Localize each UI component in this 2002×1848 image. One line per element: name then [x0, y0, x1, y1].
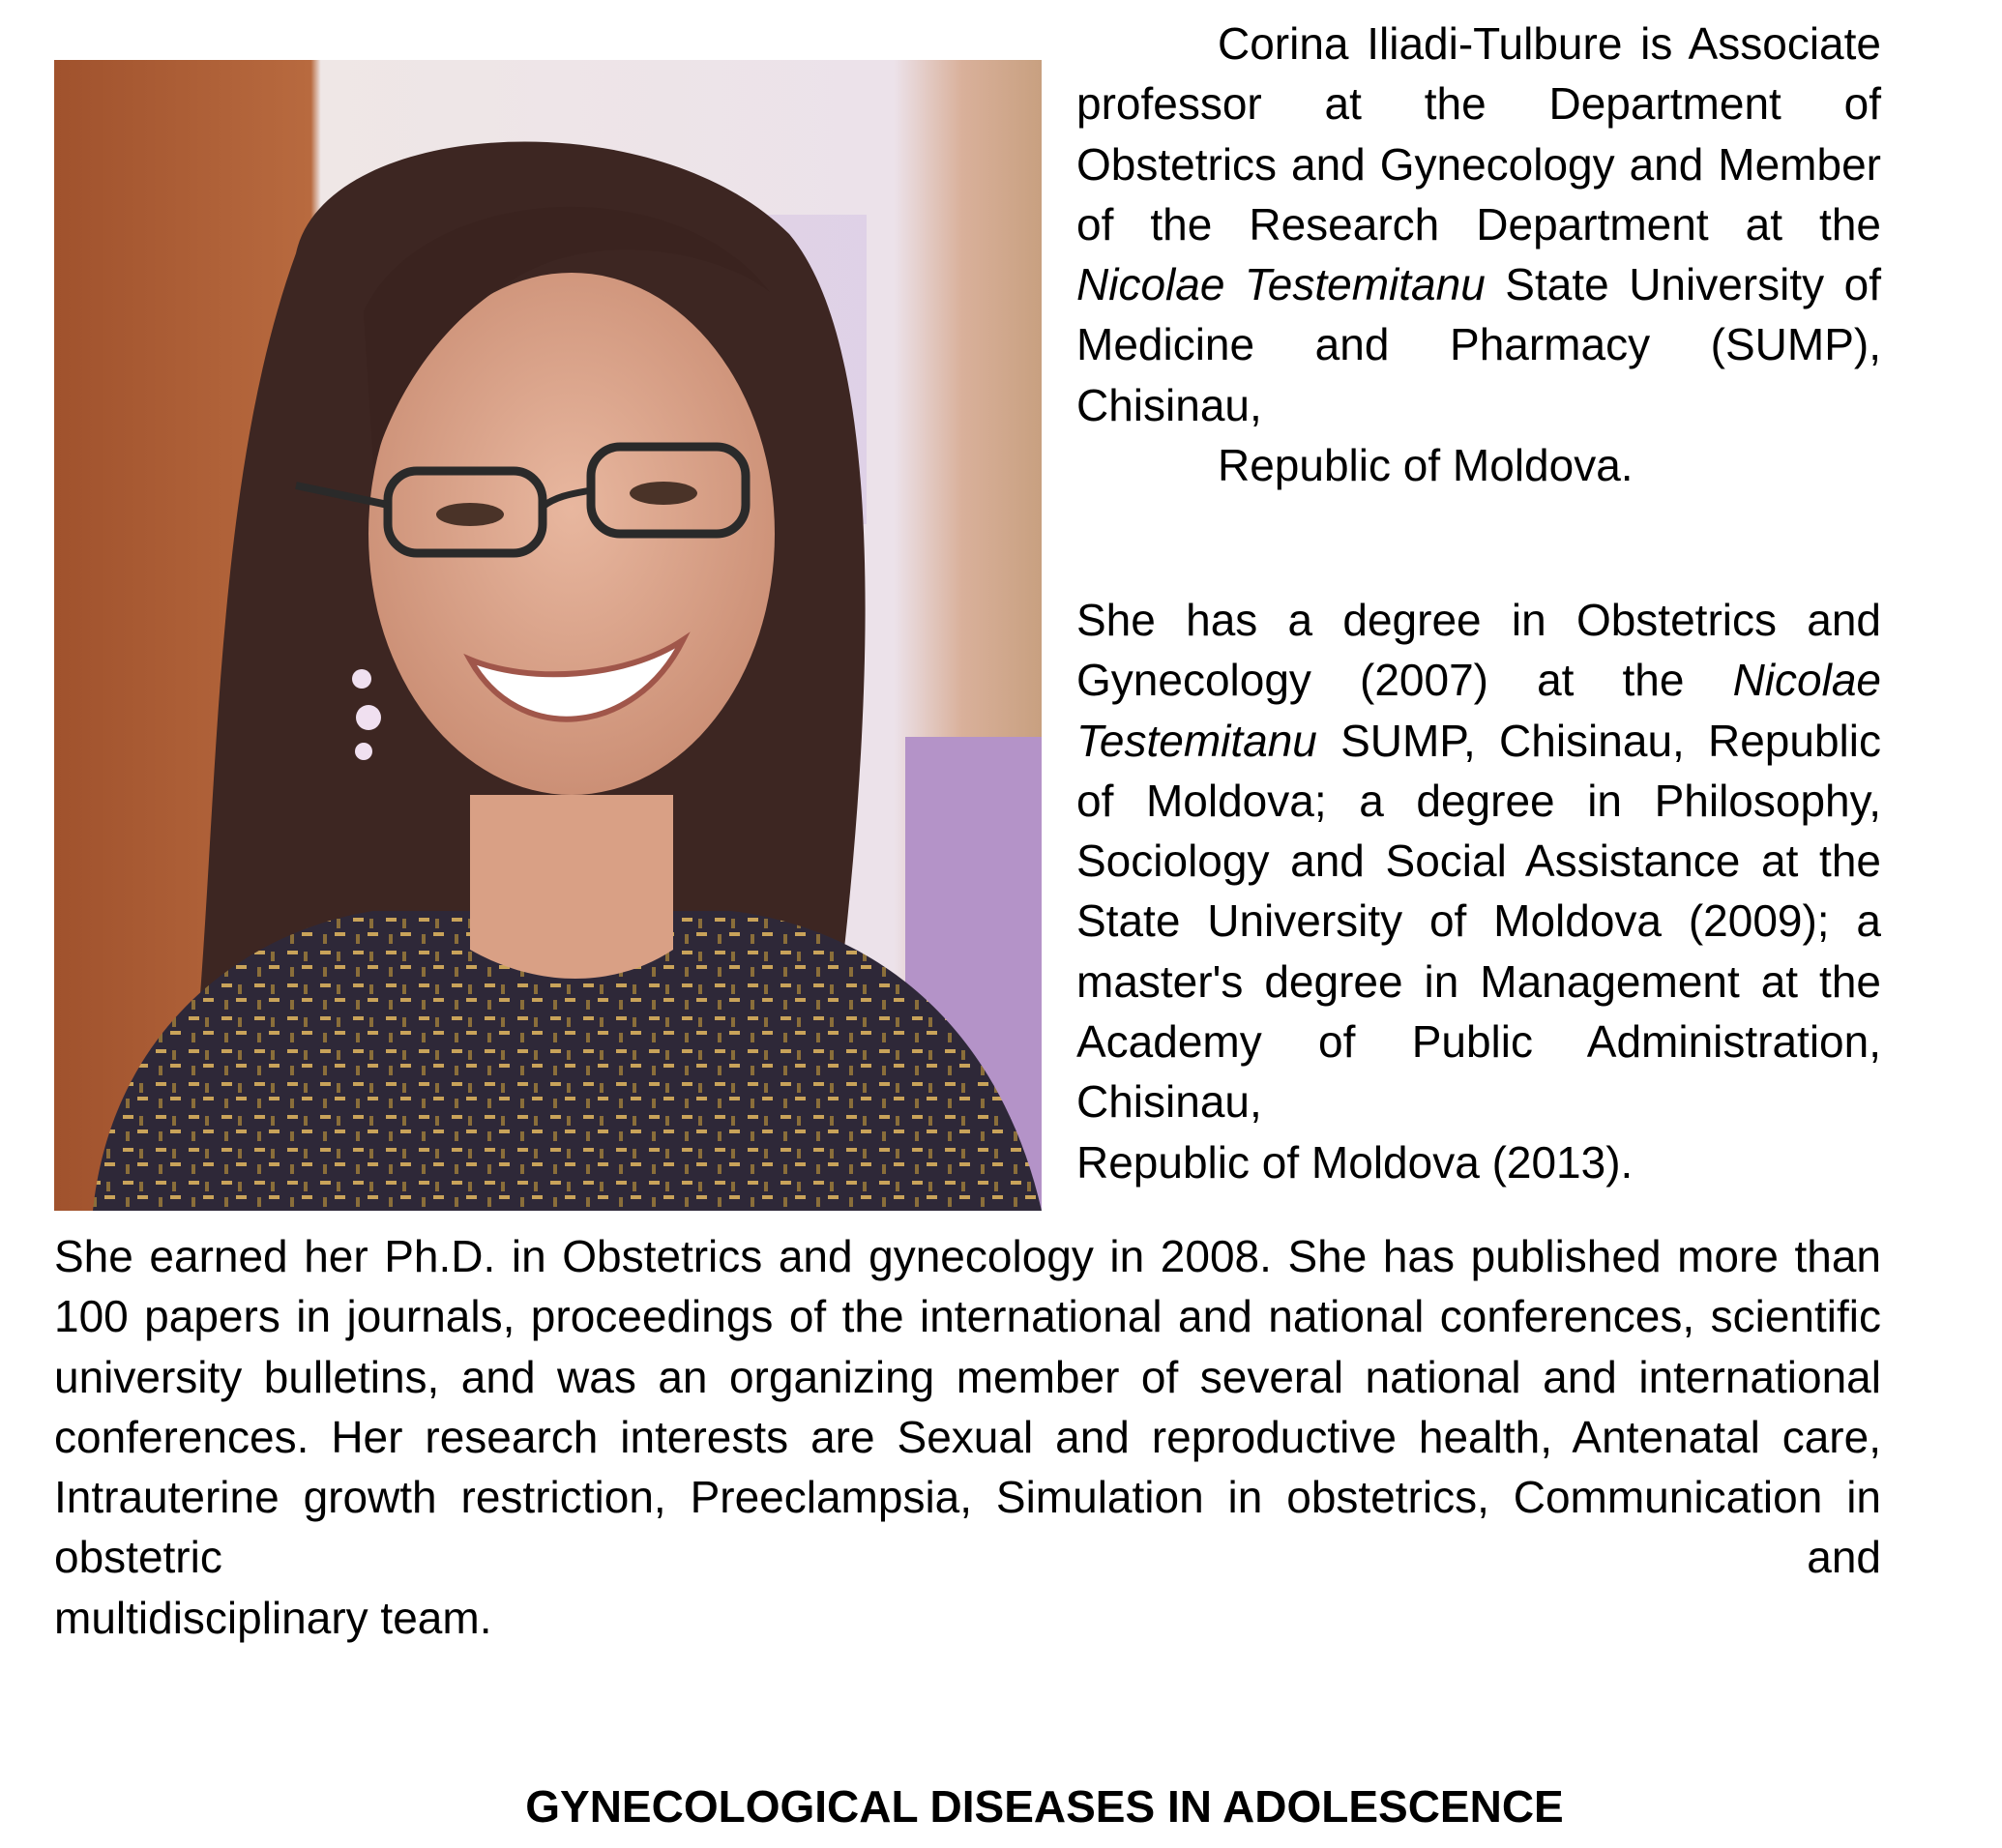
- book-title: GYNECOLOGICAL DISEASES IN ADOLESCENCE: [525, 1781, 1564, 1832]
- university-name-italic-2: Nicolae Testemitanu: [1076, 655, 1881, 766]
- bio-intro-text-1: is Associate professor at the Department of Obstetrics and Gynecology and Member of the Research Department at the: [1076, 18, 1881, 249]
- bio-research-paragraph: [54, 1226, 1881, 1648]
- portrait-photo: [54, 60, 1042, 1211]
- bio-education-text-2: SUMP, Chisinau, Republic of Moldova; a degree in Philosophy, Sociology and Social Assistance at the State University of Moldova (2009); a master's degree in Management at the Academy of Public Administration, Chisinau,: [1076, 715, 1881, 1128]
- bio-intro-text-2: State University of Medicine and Pharmacy (SUMP), Chisinau,: [1076, 259, 1881, 430]
- bio-intro-paragraph: [1076, 14, 1881, 495]
- bio-education-text-1: She has a degree in Obstetrics and Gynecology (2007) at the: [1076, 595, 1881, 706]
- bio-education-last-line: Republic of Moldova (2013).: [1076, 1136, 1634, 1188]
- university-name-italic: Nicolae Testemitanu: [1076, 259, 1486, 310]
- person-name: Corina Iliadi-Tulbure: [1218, 18, 1623, 69]
- bio-education-paragraph: [1076, 590, 1881, 1192]
- bio-research-last-line: multidisciplinary team.: [54, 1592, 492, 1643]
- bio-research-text: She earned her Ph.D. in Obstetrics and gynecology in 2008. She has published more than 100 papers in journals, proceedings of the international and national conferences, scientific university bulletins, and was an organizing member of several national and international conferences. Her research interests are Sexual and reproductive health, Antenatal care, Intrauterine growth restriction, Preeclampsia, Simulation in obstetrics, Communication in obstetric and: [54, 1231, 1881, 1583]
- bio-intro-last-line: Republic of Moldova.: [1218, 440, 1634, 491]
